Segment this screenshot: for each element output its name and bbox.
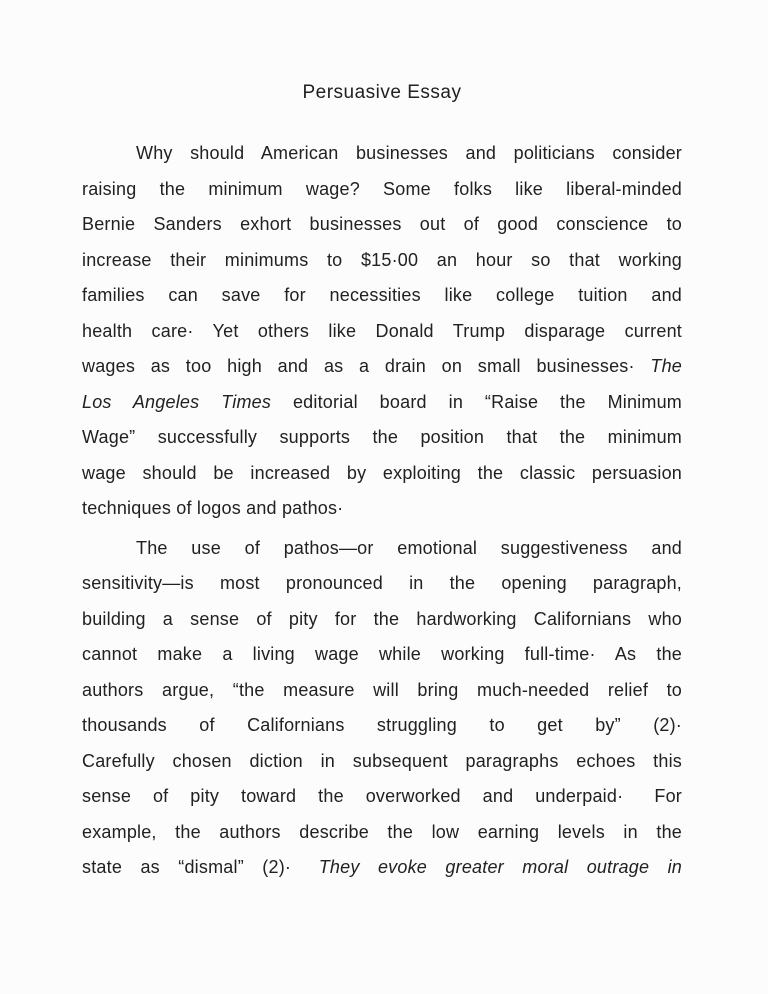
text-line xyxy=(82,708,682,744)
text-line xyxy=(82,136,682,172)
text-segment: increase their minimums to $15·00 an hour so that working xyxy=(82,249,682,270)
text-line xyxy=(82,602,682,638)
text-segment: sense of pity toward the overworked and underpaid· For xyxy=(82,786,682,806)
italic-text-segment: The xyxy=(650,356,682,376)
text-segment: building a sense of pity for the hardworking Californians who xyxy=(82,608,682,629)
text-line xyxy=(82,314,682,350)
text-line xyxy=(82,637,682,673)
text-segment: wages as too high and as a drain on small businesses· xyxy=(82,356,651,376)
text-line xyxy=(82,278,682,314)
text-line xyxy=(82,531,682,567)
text-segment: raising the minimum wage? Some folks like liberal-minded xyxy=(82,178,682,199)
paragraph xyxy=(82,531,682,886)
text-line xyxy=(82,850,682,886)
text-line xyxy=(82,815,682,851)
paragraph xyxy=(82,136,682,527)
text-segment: The use of pathos—or emotional suggestiveness and xyxy=(136,537,682,558)
text-segment: thousands of Californians struggling to get by” (2)· xyxy=(82,715,682,735)
text-line xyxy=(82,456,682,492)
text-line xyxy=(82,349,682,385)
text-line xyxy=(82,207,682,243)
text-segment: wage should be increased by exploiting the classic persuasion xyxy=(82,462,682,483)
text-line xyxy=(82,744,682,780)
text-segment: sensitivity—is most pronounced in the opening paragraph, xyxy=(82,573,682,593)
text-line xyxy=(82,779,682,815)
text-segment: Wage” successfully supports the position that the minimum xyxy=(82,427,682,447)
text-line xyxy=(82,566,682,602)
essay-body xyxy=(82,136,682,886)
text-segment: techniques of logos and pathos· xyxy=(82,498,344,518)
text-segment: authors argue, “the measure will bring much-needed relief to xyxy=(82,679,682,700)
essay-title: Persuasive Essay xyxy=(302,82,462,103)
text-segment: editorial board in “Raise the Minimum xyxy=(271,391,682,412)
text-line xyxy=(82,491,682,527)
text-line xyxy=(82,420,682,456)
text-segment: cannot make a living wage while working full-time· As the xyxy=(82,644,682,664)
text-line xyxy=(82,172,682,208)
text-segment: Why should American businesses and politicians consider xyxy=(136,143,682,163)
text-segment: Carefully chosen diction in subsequent paragraphs echoes this xyxy=(82,750,682,771)
italic-text-segment: Los Angeles Times xyxy=(82,391,272,412)
text-segment: example, the authors describe the low earning levels in the xyxy=(82,821,682,842)
text-line xyxy=(82,673,682,709)
text-segment: health care· Yet others like Donald Trump disparage current xyxy=(82,320,682,341)
text-segment: Bernie Sanders exhort businesses out of good conscience to xyxy=(82,214,682,234)
text-line xyxy=(82,243,682,279)
text-line xyxy=(82,385,682,421)
text-segment: families can save for necessities like college tuition and xyxy=(82,285,682,305)
italic-text-segment: They evoke greater moral outrage in xyxy=(318,857,682,877)
text-segment: state as “dismal” (2)· xyxy=(82,857,319,877)
